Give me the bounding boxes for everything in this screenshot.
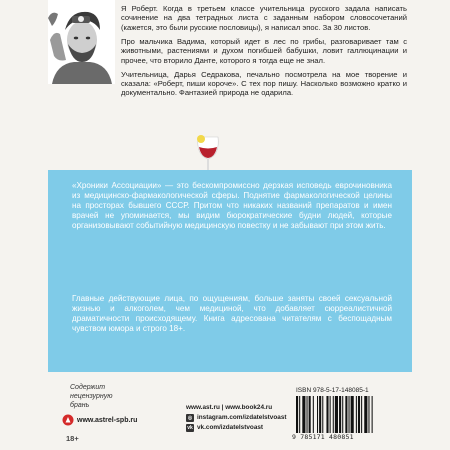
publisher-logo-icon (62, 414, 74, 426)
instagram-link[interactable]: instagram.com/izdatelstvoast (197, 414, 287, 421)
instagram-icon: ◎ (187, 415, 193, 421)
blurb-panel (48, 170, 412, 372)
publisher-website[interactable]: www.astrel-spb.ru (77, 416, 138, 424)
websites-link[interactable]: www.ast.ru | www.book24.ru (186, 404, 273, 411)
isbn-label: ISBN 978-5-17-148085-1 (296, 387, 369, 394)
blurb-paragraph-1: «Хроники Ассоциации» — это бескомпромиссно дерзкая исповедь еврочиновника из медицинско-фармакологической сферы. Поднятие фармакологической целины на просторах бывшего СССР. Притом что никаких названий препаратов и имен врачей не упоминается, мы видим бюрократические будни людей, которые организовывают событийную медицинскую повестку и не забывают при этом жить. (72, 181, 392, 231)
publisher-site-row (62, 414, 137, 426)
blurb-paragraph-2: Главные действующие лица, по ощущениям, больше заняты своей сексуальной жизнью и алкоголем, чем медициной, что добавляет сюрреалистичной драматичности происходящему. Книга адресована читателям с беспощадным чувством юмора и строго 18+. (72, 294, 392, 334)
author-photo (48, 0, 115, 84)
age-rating: 18+ (66, 434, 79, 443)
vk-link[interactable]: vk.com/izdatelstvoast (197, 424, 264, 431)
bio-paragraph-3: Учительница, Дарья Седракова, печально посмотрела на мое творение и сказала: «Роберт, пиши короче». С тех пор пишу. Насколько возможно кратко и документально. Фантазией природа не одарила. (121, 69, 407, 98)
vk-icon: vk (187, 425, 193, 431)
bio-paragraph-2: Про мальчика Вадима, который идет в лес по грибы, разговаривает там с животными, растениями и духом погибшей бабушки, ловит галлюцинации и прочее, что вторило Данте, которого я тогда еще не знал. (121, 36, 407, 65)
content-warning: Содержит нецензурную брань (70, 384, 113, 409)
publisher-links (186, 403, 287, 433)
barcode-digits: 9 785171 480851 (290, 433, 410, 441)
author-bio (121, 4, 407, 102)
bio-paragraph-1: Я Роберт. Когда в третьем классе учительница русского задала написать сочинение на два тетрадных листа с заданным набором словосочетаний (кажется, это были русские пословицы), я написал эпос. За 30 листов. (121, 4, 407, 32)
